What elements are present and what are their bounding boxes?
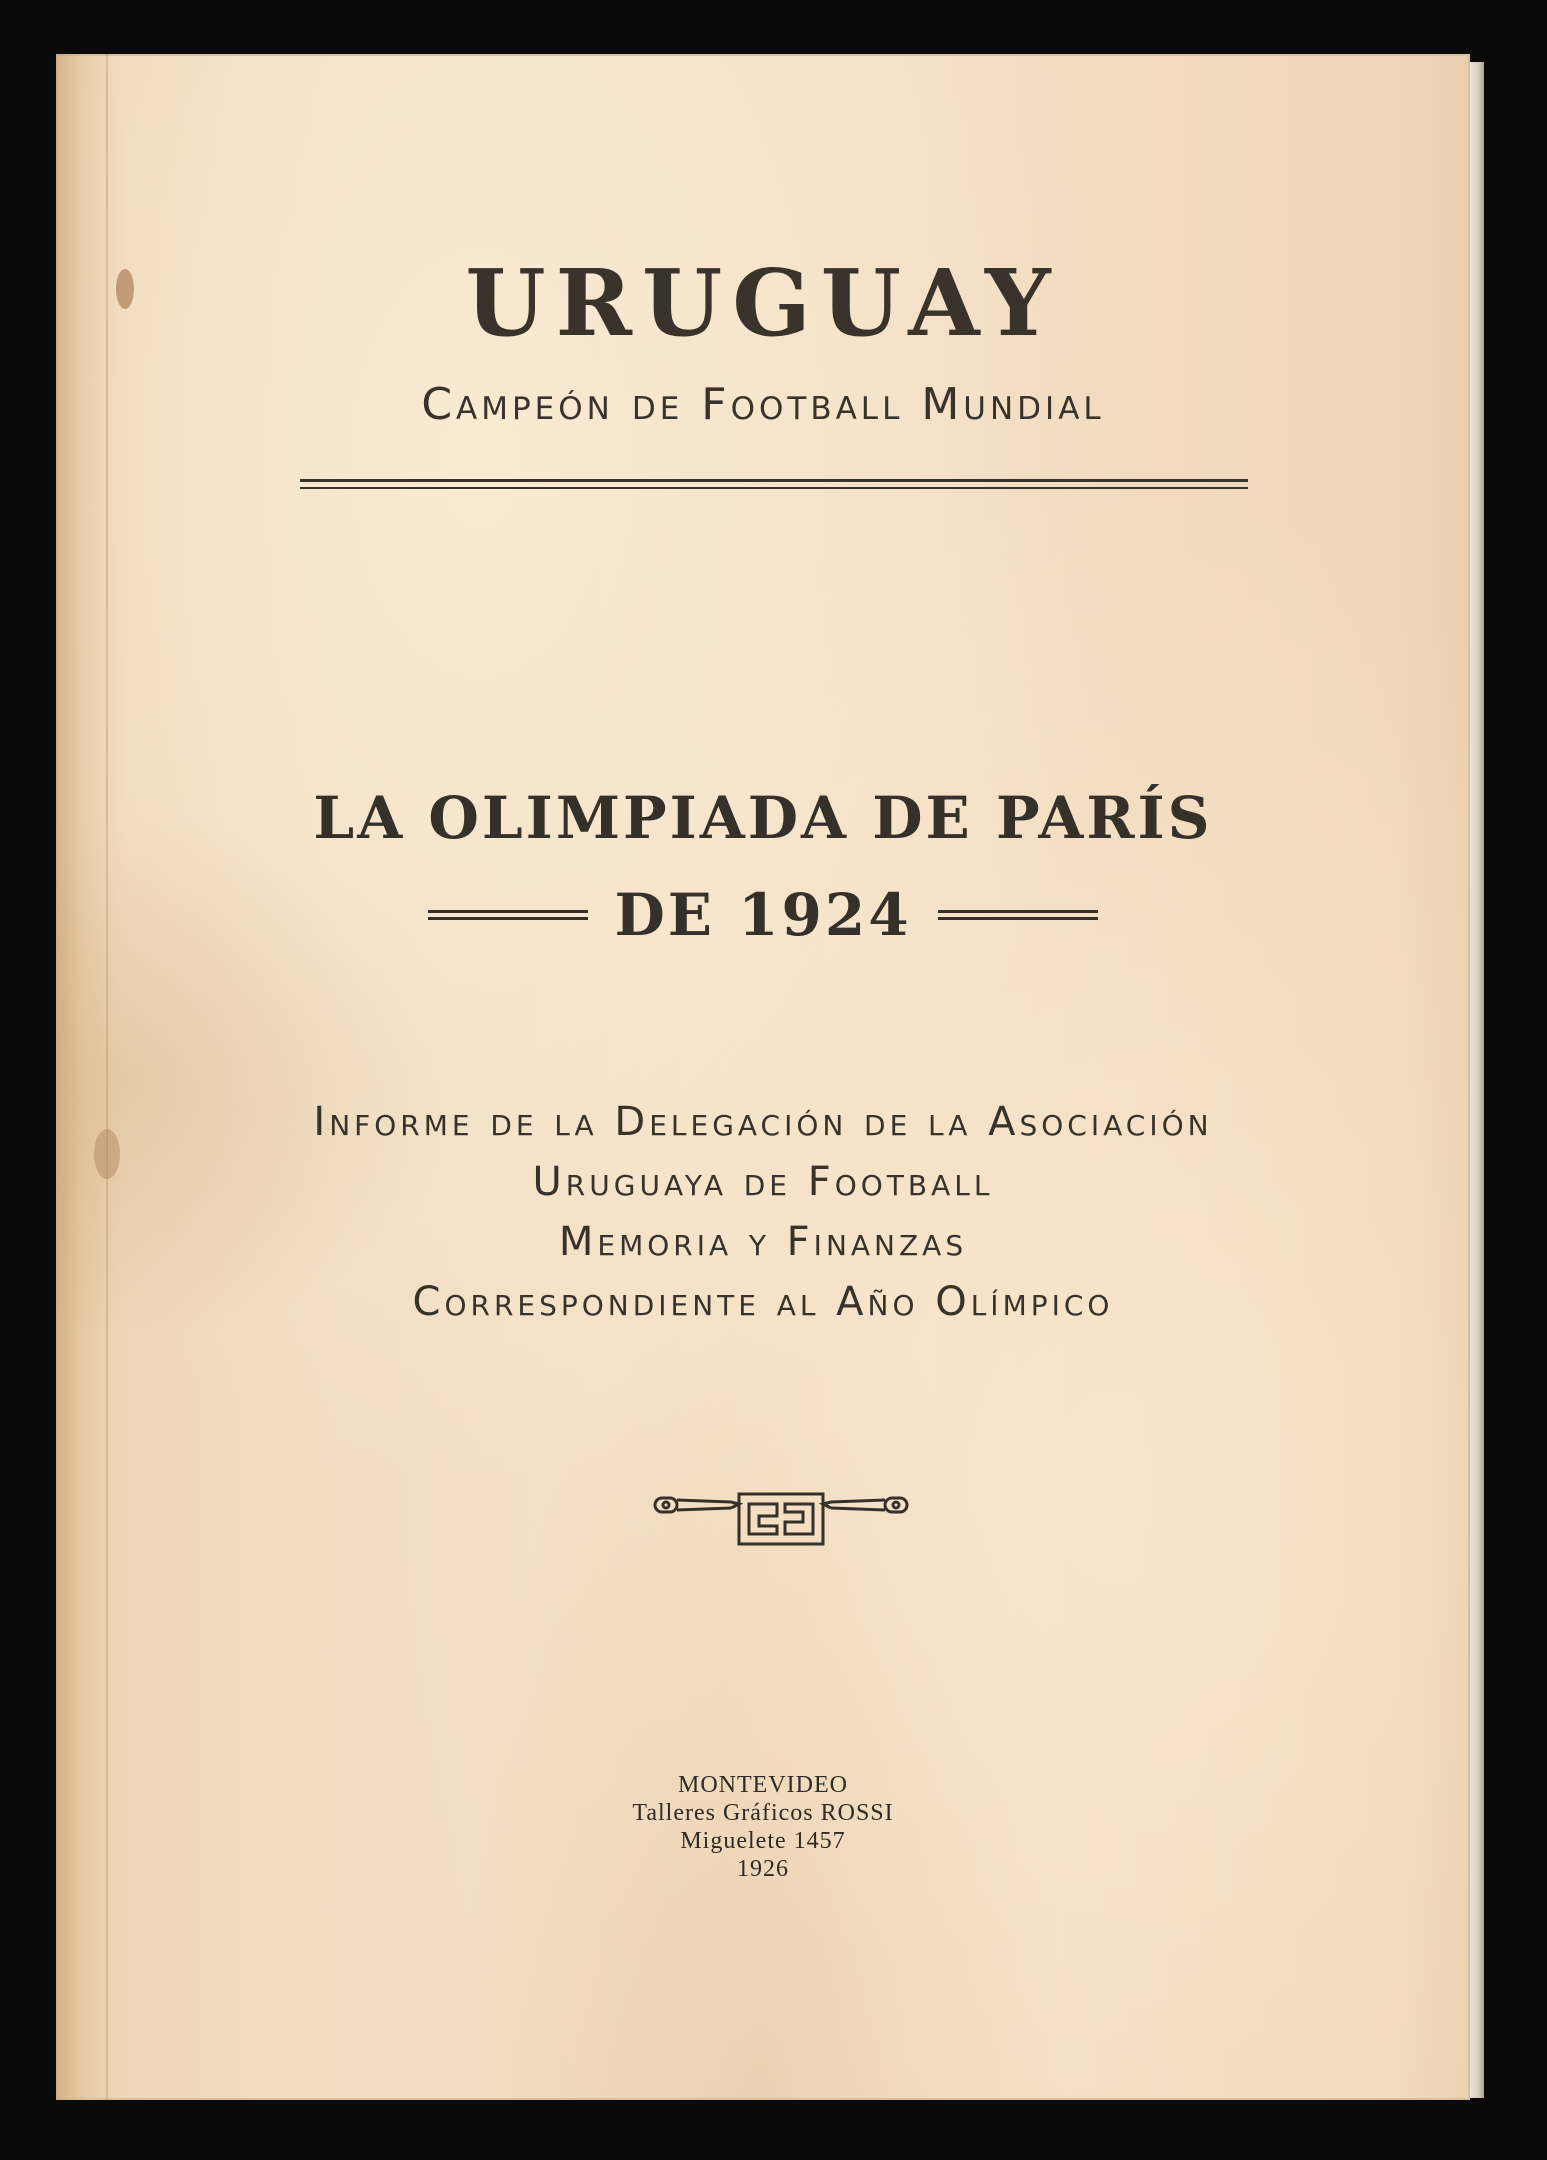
left-double-dash <box>428 910 588 920</box>
imprint-printer: Talleres Gráficos ROSSI <box>632 1800 894 1826</box>
imprint-city: MONTEVIDEO <box>678 1772 848 1798</box>
book-cover <box>56 54 1470 2100</box>
cover-subtitle: Campeón de Football Mundial <box>421 379 1105 430</box>
title-divider-rule <box>300 479 1248 489</box>
olimpiada-heading-line1: LA OLIMPIADA DE PARÍS <box>313 784 1213 852</box>
greek-key-ornament-icon <box>651 1482 911 1552</box>
right-double-dash <box>938 910 1098 920</box>
imprint-year: 1926 <box>737 1856 789 1882</box>
olimpiada-year: DE 1924 <box>614 881 912 949</box>
info-line: Correspondiente al Año Olímpico <box>412 1279 1114 1325</box>
info-line: Memoria y Finanzas <box>558 1219 968 1265</box>
info-line: Uruguaya de Football <box>532 1159 994 1205</box>
olimpiada-heading-line2 <box>56 866 1470 949</box>
info-line: Informe de la Delegación de la Asociación <box>313 1099 1213 1145</box>
imprint-address: Miguelete 1457 <box>680 1828 846 1854</box>
cover-title: URUGUAY <box>465 249 1061 357</box>
page-block-edge <box>1470 62 1484 2098</box>
